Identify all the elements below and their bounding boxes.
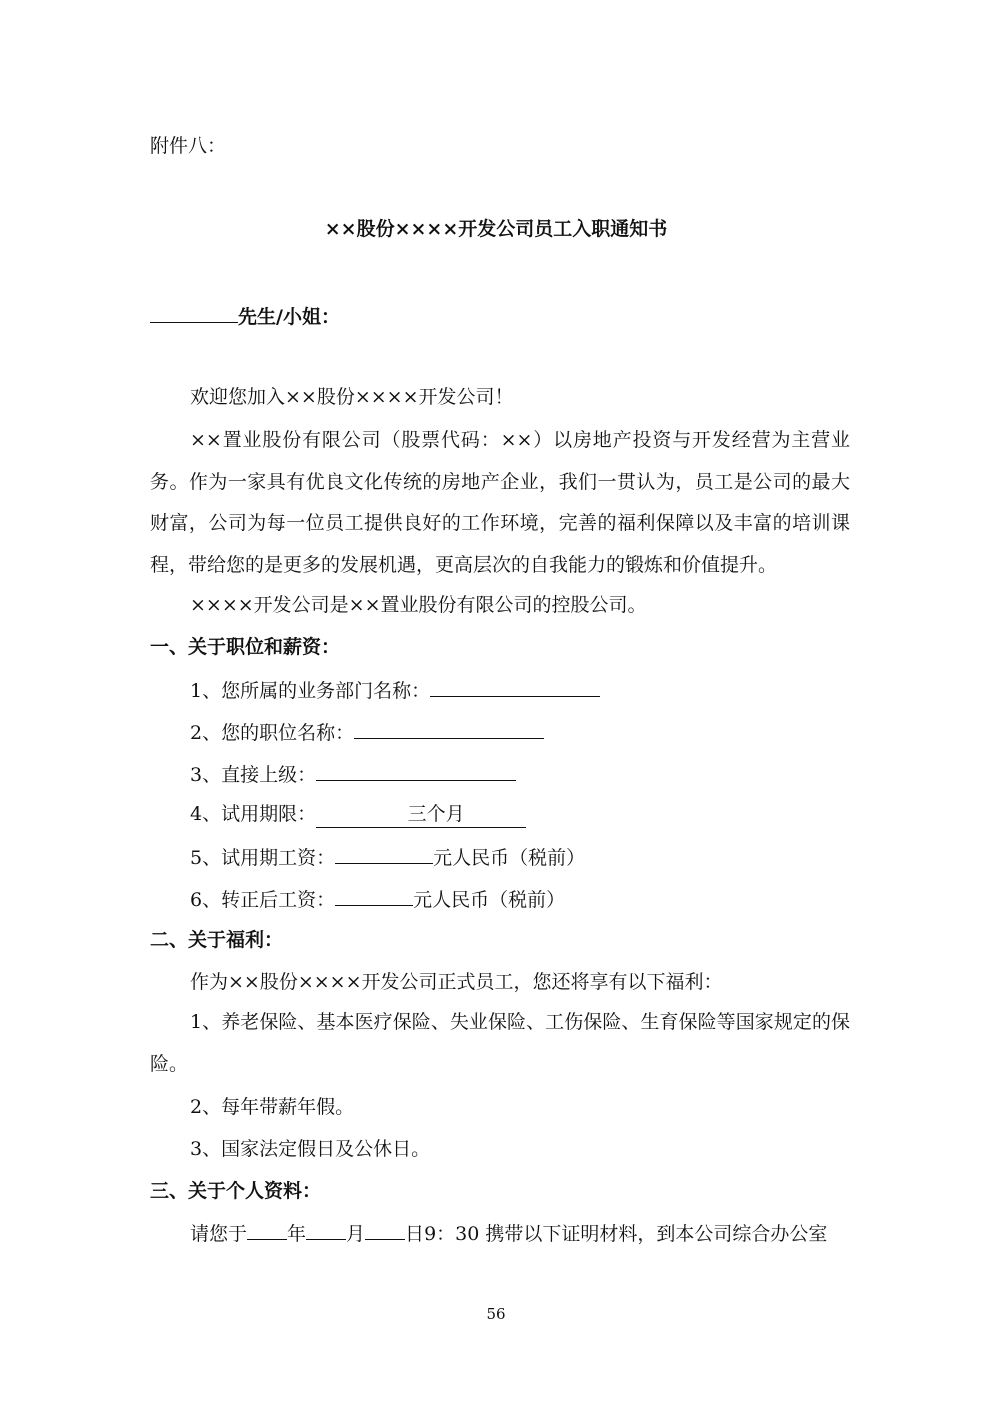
welcome-text: 欢迎您加入××股份××××开发公司！	[190, 386, 514, 408]
section1-item5	[190, 843, 585, 871]
section1-heading: 一、关于职位和薪资：	[150, 636, 341, 658]
probation-salary-label: 5、试用期工资：	[190, 847, 336, 869]
regular-salary-suffix: 元人民币（税前）	[413, 889, 566, 911]
section2-intro: 作为××股份××××开发公司正式员工，您还将享有以下福利：	[190, 971, 723, 993]
probation-value-field	[316, 801, 526, 828]
section2-item1: 1、养老保险、基本医疗保险、失业保险、工伤保险、生育保险等国家规定的保险。	[150, 1011, 850, 1075]
subsidiary-note: ××××开发公司是××置业股份有限公司的控股公司。	[190, 594, 647, 616]
position-label: 2、您的职位名称：	[190, 722, 355, 744]
month-blank	[306, 1219, 346, 1240]
page-number: 56	[486, 1305, 506, 1323]
salutation-text: 先生/小姐：	[238, 306, 340, 328]
probation-salary-blank	[335, 843, 433, 864]
section3-text	[190, 1219, 827, 1247]
section1-item2	[190, 718, 544, 746]
year-blank	[247, 1219, 287, 1240]
attachment-label: 附件八：	[150, 135, 227, 157]
section1-item3	[190, 760, 516, 788]
section1-item4	[190, 801, 526, 828]
probation-value: 三个月	[407, 803, 465, 825]
supervisor-label: 3、直接上级：	[190, 764, 317, 786]
year-label: 年	[287, 1223, 307, 1245]
probation-label: 4、试用期限：	[190, 803, 317, 825]
regular-salary-blank	[335, 885, 413, 906]
department-label: 1、您所属的业务部门名称：	[190, 680, 431, 702]
salutation-line	[150, 302, 340, 330]
probation-salary-suffix: 元人民币（税前）	[433, 847, 586, 869]
section2-item3: 3、国家法定假日及公休日。	[190, 1138, 431, 1160]
section3-heading: 三、关于个人资料：	[150, 1180, 322, 1202]
month-label: 月	[346, 1223, 366, 1245]
section1-item6	[190, 885, 565, 913]
name-blank	[150, 302, 238, 323]
supervisor-blank	[316, 760, 516, 781]
section3-prefix: 请您于	[190, 1223, 248, 1245]
day-blank	[365, 1219, 405, 1240]
intro-paragraph: ××置业股份有限公司（股票代码：××）以房地产投资与开发经营为主营业务。作为一家具有优良文化传统的房地产企业，我们一贯认为，员工是公司的最大财富，公司为每一位员工提供良好的工作环境，完善的福利保障以及丰富的培训课程，带给您的是更多的发展机遇，更高层次的自我能力的锻炼和价值提升。	[150, 429, 850, 576]
day-label: 日	[405, 1223, 425, 1245]
section2-heading: 二、关于福利：	[150, 929, 284, 951]
section1-item1	[190, 676, 600, 704]
document-title: ××股份××××开发公司员工入职通知书	[324, 218, 668, 240]
department-blank	[430, 676, 600, 697]
regular-salary-label: 6、转正后工资：	[190, 889, 336, 911]
position-blank	[354, 718, 544, 739]
section3-suffix: 9：30 携带以下证明材料，到本公司综合办公室	[424, 1223, 828, 1245]
section2-item2: 2、每年带薪年假。	[190, 1096, 355, 1118]
